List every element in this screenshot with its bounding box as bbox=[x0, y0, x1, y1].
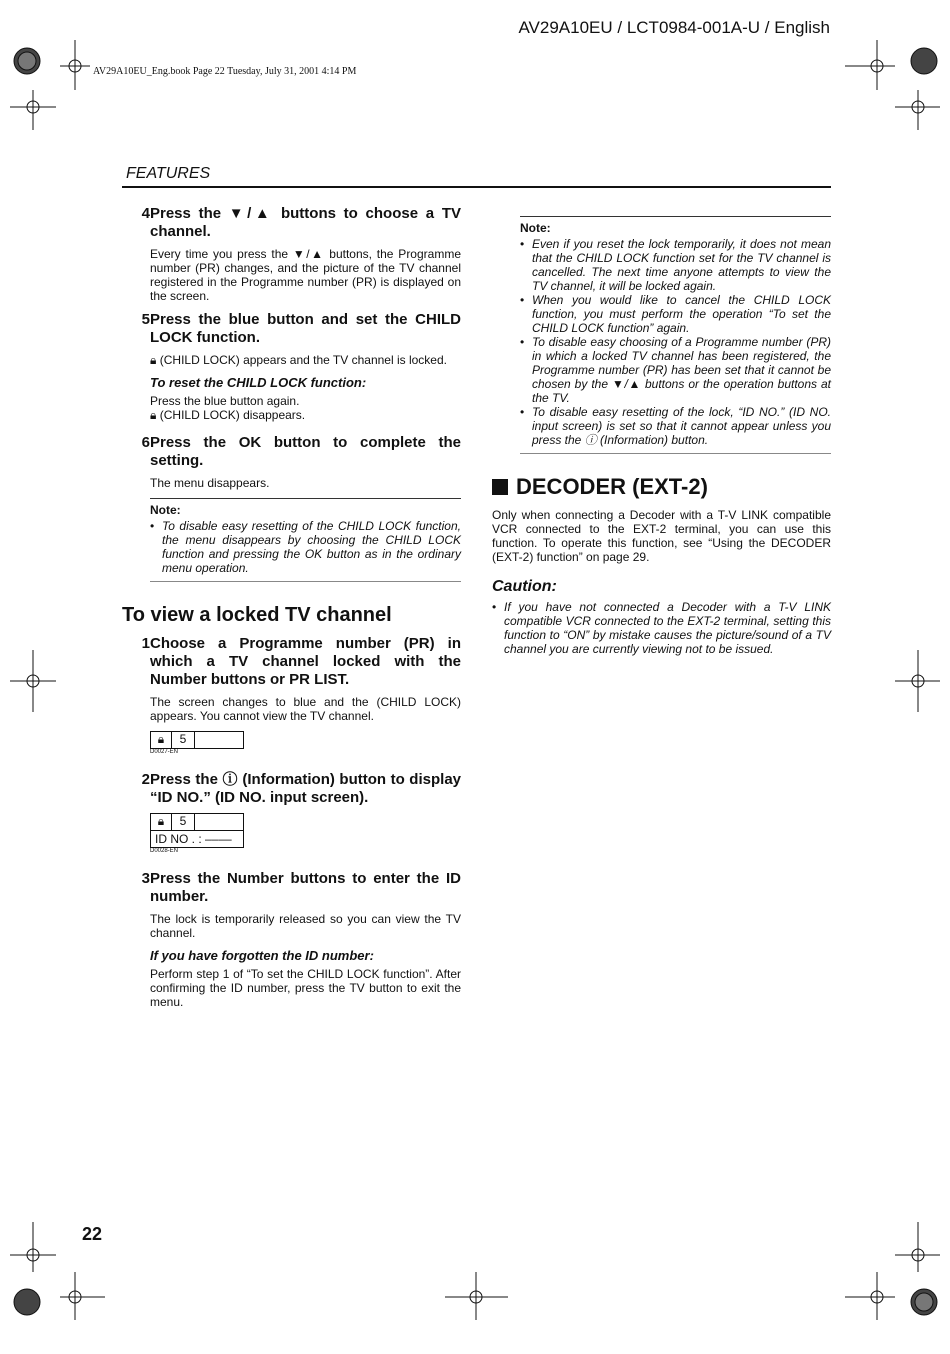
note-item: • To disable easy resetting of the CHILD LOCK function, the menu disappears by choosing the CHILD LOCK function and pressing the OK button as in the ordinary menu operation. bbox=[150, 519, 461, 575]
note-item: • To disable easy choosing of a Programme number (PR) in which a locked TV channel has been registered, the Programme number (PR) has been set that it cannot be chosen by the ▼/▲ buttons or the operation buttons at the TV. bbox=[520, 335, 831, 405]
left-column bbox=[122, 205, 461, 1017]
header-rule bbox=[122, 186, 831, 188]
step-number: 4 bbox=[141, 205, 150, 222]
lock-icon: 🔒︎ bbox=[151, 732, 172, 748]
view-locked-heading: To view a locked TV channel bbox=[122, 604, 392, 626]
step-5 bbox=[122, 311, 461, 347]
reset-line-1: Press the blue button again. bbox=[150, 394, 300, 408]
note-text: To disable easy resetting of the lock, “ID NO.” (ID NO. input screen) is set so that it cannot appear unless you press the ⓘ (Information) button. bbox=[532, 405, 831, 447]
step-heading: Press the ▼/▲ buttons to choose a TV channel. bbox=[150, 205, 461, 240]
step-number: 1 bbox=[141, 635, 150, 652]
step-4 bbox=[122, 205, 461, 241]
screen-id-no: ID NO . : –––– bbox=[151, 830, 243, 847]
caution-heading: Caution: bbox=[492, 578, 557, 595]
note-text: Even if you reset the lock temporarily, it does not mean that the CHILD LOCK function set for the TV channel is cancelled. The next time anyone attempts to view the TV channel, it will be locked again. bbox=[532, 237, 831, 293]
caution-item: • If you have not connected a Decoder with a T-V LINK compatible VCR connected to the EXT-2 terminal, setting this function to “ON” by mistake causes the picture/sound of a TV channel you are currently viewing not to be issued. bbox=[492, 600, 831, 656]
lock-icon: 🔒︎ bbox=[150, 408, 157, 422]
step-number: 6 bbox=[141, 434, 150, 451]
note-item: • When you would like to cancel the CHILD LOCK function, you must perform the operation “To set the CHILD LOCK function” again. bbox=[520, 293, 831, 335]
screen-display-1 bbox=[150, 731, 244, 749]
forgot-body: Perform step 1 of “To set the CHILD LOCK function”. After confirming the ID number, press the TV button to exit the menu. bbox=[150, 967, 461, 1009]
step-body-text: (CHILD LOCK) appears and the TV channel is locked. bbox=[159, 353, 447, 367]
note-box bbox=[150, 498, 461, 582]
step-body bbox=[150, 353, 461, 367]
view-step-1 bbox=[122, 635, 461, 689]
right-column bbox=[492, 216, 831, 656]
step-body: The lock is temporarily released so you can view the TV channel. bbox=[150, 912, 461, 940]
note-box bbox=[520, 216, 831, 454]
decoder-body: Only when connecting a Decoder with a T-V LINK compatible VCR connected to the EXT-2 terminal, you can use this function. To operate this function, see “Using the DECODER (EXT-2) function” on page 29. bbox=[492, 508, 831, 564]
lock-icon: 🔒︎ bbox=[151, 814, 172, 830]
figure-code: D0028-EN bbox=[150, 848, 179, 854]
step-number: 5 bbox=[141, 311, 150, 328]
step-body: The screen changes to blue and the (CHILD LOCK) appears. You cannot view the TV channel. bbox=[150, 695, 461, 723]
figure-code: D0027-EN bbox=[150, 749, 179, 755]
screen-display-2 bbox=[150, 813, 244, 848]
note-item: • Even if you reset the lock temporarily, it does not mean that the CHILD LOCK function set for the TV channel is cancelled. The next time anyone attempts to view the TV channel, it will be locked again. bbox=[520, 237, 831, 293]
note-text: To disable easy resetting of the CHILD LOCK function, the menu disappears by choosing the CHILD LOCK function and pressing the OK button as in the ordinary menu operation. bbox=[162, 519, 461, 575]
note-title: Note: bbox=[150, 503, 181, 517]
step-number: 2 bbox=[141, 771, 150, 788]
view-step-3 bbox=[122, 870, 461, 906]
note-text: To disable easy choosing of a Programme number (PR) in which a locked TV channel has been registered, the Programme number (PR) has been set that it cannot be chosen by the ▼/▲ buttons or the operation buttons at the TV. bbox=[532, 335, 831, 405]
step-number: 3 bbox=[141, 870, 150, 887]
document-id: AV29A10EU / LCT0984-001A-U / English bbox=[518, 18, 830, 37]
view-step-2 bbox=[122, 771, 461, 807]
step-heading: Choose a Programme number (PR) in which a TV channel locked with the Number buttons or PR LIST. bbox=[150, 635, 461, 688]
note-item: • To disable easy resetting of the lock, “ID NO.” (ID NO. input screen) is set so that it cannot appear unless you press the ⓘ (Information) button. bbox=[520, 405, 831, 447]
reset-heading: To reset the CHILD LOCK function: bbox=[150, 375, 367, 390]
lock-icon: 🔒︎ bbox=[150, 353, 157, 367]
square-bullet-icon bbox=[492, 479, 508, 495]
step-6 bbox=[122, 434, 461, 470]
step-heading: Press the OK button to complete the setting. bbox=[150, 434, 461, 469]
note-text: When you would like to cancel the CHILD LOCK function, you must perform the operation “To set the CHILD LOCK function” again. bbox=[532, 293, 831, 335]
reset-body bbox=[150, 394, 461, 422]
page-number: 22 bbox=[82, 1224, 103, 1244]
forgot-heading: If you have forgotten the ID number: bbox=[150, 948, 374, 963]
note-title: Note: bbox=[520, 221, 551, 235]
step-body: The menu disappears. bbox=[150, 476, 270, 490]
book-info: AV29A10EU_Eng.book Page 22 Tuesday, July 31, 2001 4:14 PM bbox=[93, 66, 357, 77]
caution-text: If you have not connected a Decoder with a T-V LINK compatible VCR connected to the EXT-2 terminal, setting this function to “ON” by mistake causes the picture/sound of a TV channel you are currently viewing not to be issued. bbox=[504, 600, 831, 656]
reset-line-2: (CHILD LOCK) disappears. bbox=[159, 408, 306, 422]
screen-pr: 5 bbox=[172, 814, 195, 830]
section-label: FEATURES bbox=[126, 165, 211, 182]
decoder-title: DECODER (EXT-2) bbox=[516, 474, 708, 499]
decoder-heading bbox=[492, 474, 831, 500]
step-body: Every time you press the ▼/▲ buttons, the Programme number (PR) changes, and the picture of the TV channel registered in the Programme number (PR) is displayed on the screen. bbox=[150, 247, 461, 303]
step-heading: Press the blue button and set the CHILD LOCK function. bbox=[150, 311, 461, 346]
step-heading: Press the ⓘ (Information) button to display “ID NO.” (ID NO. input screen). bbox=[150, 771, 461, 806]
screen-pr: 5 bbox=[172, 732, 195, 748]
step-heading: Press the Number buttons to enter the ID number. bbox=[150, 870, 461, 905]
